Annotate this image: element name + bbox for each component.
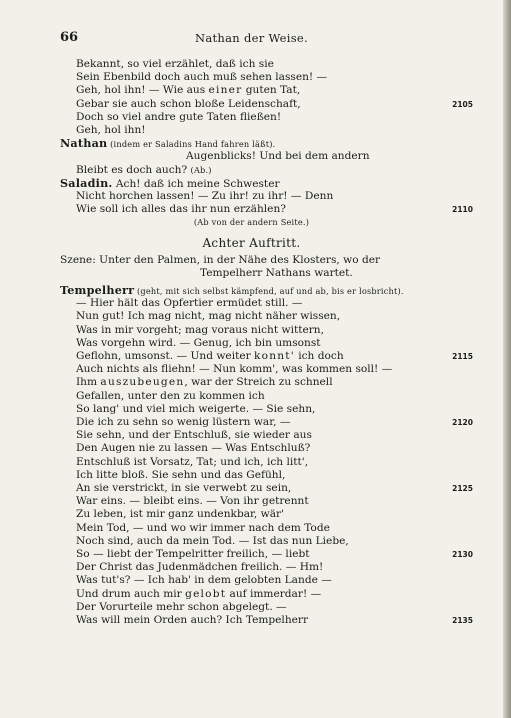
stage-direction: (Ab.)	[190, 165, 212, 175]
line-text: Tempelherr Nathans wartet.	[200, 267, 353, 279]
line-text: Szene: Unter den Palmen, in der Nähe des Klosters, wo der	[60, 254, 381, 266]
line-text: Bleibt es doch auch?	[76, 164, 191, 176]
line-text: Auch nichts als fliehn! — Nun komm', was kommen soll! —	[76, 363, 393, 375]
line-text: Der Vorurteile mehr schon abgelegt. —	[76, 601, 287, 613]
verse-line	[60, 137, 275, 150]
speaker-name: Nathan	[60, 136, 108, 150]
verse-line	[76, 203, 286, 216]
line-text: — Hier hält das Opfertier ermüdet still. —	[76, 297, 303, 309]
line-text: Sein Ebenbild doch auch muß sehen lassen! —	[76, 71, 328, 83]
verse-line	[76, 111, 281, 124]
line-text: Mein Tod, — und wo wir immer nach dem Tode	[76, 522, 330, 534]
verse-line	[186, 150, 370, 163]
line-text: Was will mein Orden auch? Ich Tempelherr	[76, 614, 309, 626]
stage-direction: (geht, mit sich selbst kämpfend, auf und ab, bis er losbricht).	[134, 286, 404, 296]
verse-line	[76, 522, 330, 535]
line-text: konnt'	[254, 350, 295, 362]
verse-line	[76, 403, 315, 416]
verse-line	[76, 508, 284, 521]
line-text: So lang' und viel mich weigerte. — Sie sehn,	[76, 403, 316, 415]
line-text: Gebar sie auch schon bloße Leidenschaft,	[76, 98, 301, 110]
line-number: 2125	[452, 484, 473, 493]
verse-line	[76, 442, 310, 455]
verse-line	[76, 495, 309, 508]
verse-line	[76, 71, 327, 84]
verse-line	[76, 98, 301, 111]
verse-line	[0, 216, 503, 229]
line-text: Ich litte bloß. Sie sehn und das Gefühl,	[76, 469, 286, 481]
page-number: 66	[60, 30, 79, 45]
line-text: Den Augen nie zu lassen — Was Entschluß?	[76, 442, 311, 454]
line-text: Der Christ das Judenmädchen freilich. — Hm!	[76, 561, 324, 573]
line-text: Die ich zu sehn so wenig lüstern war, —	[76, 416, 291, 428]
line-number: 2135	[452, 616, 473, 625]
verse-line	[76, 614, 308, 627]
verse-line	[76, 456, 308, 469]
verse-line	[76, 535, 349, 548]
line-text: einer	[208, 84, 243, 96]
verse-line	[76, 574, 332, 587]
verse-line	[76, 297, 302, 310]
line-text: Ach! daß ich meine Schwester	[112, 178, 280, 190]
verse-line	[76, 588, 321, 601]
running-title: Nathan der Weise.	[194, 31, 308, 45]
line-text: Wie soll ich alles das ihr nun erzählen?	[76, 203, 286, 215]
line-text: An sie verstrickt, in sie verwebt zu sein,	[76, 482, 292, 494]
verse-line	[76, 190, 333, 203]
verse-line	[76, 363, 392, 376]
verse-line	[60, 177, 280, 190]
verse-line	[76, 469, 285, 482]
line-text: So — liebt der Tempelritter freilich, — liebt	[76, 548, 310, 560]
verse-line	[76, 310, 340, 323]
line-number: 2105	[452, 100, 473, 109]
verse-line	[76, 350, 344, 363]
line-text: Ihm	[76, 376, 101, 388]
speaker-name: Saladin.	[60, 176, 113, 190]
verse-line	[76, 58, 274, 71]
line-text: Geflohn, umsonst. — Und weiter	[76, 350, 255, 362]
verse-line	[60, 284, 404, 297]
verse-line	[76, 416, 290, 429]
verse-line	[76, 376, 333, 389]
verse-line	[76, 337, 321, 350]
line-number: 2130	[452, 550, 473, 559]
line-text: Und drum auch mir	[76, 588, 186, 600]
line-text: guten Tat,	[242, 84, 301, 96]
page-header	[0, 30, 503, 46]
verse-line	[76, 601, 287, 614]
line-text: Nicht horchen lassen! — Zu ihr! zu ihr! — Denn	[76, 190, 334, 202]
line-text: Noch sind, auch da mein Tod. — Ist das nun Liebe,	[76, 535, 349, 547]
line-text: Sie sehn, und der Entschluß, sie wieder aus	[76, 429, 312, 441]
line-text: Was in mir vorgeht; mag voraus nicht wittern,	[76, 324, 324, 336]
line-text: Augenblicks! Und bei dem andern	[186, 150, 370, 162]
line-text: War eins. — bleibt eins. — Von ihr getrennt	[76, 495, 309, 507]
verse-line	[76, 482, 291, 495]
line-text: Was tut's? — Ich hab' in dem gelobten Lande —	[76, 574, 332, 586]
scene-title: Achter Auftritt.	[202, 236, 301, 250]
line-text: auf immerdar! —	[226, 588, 322, 600]
line-text: Entschluß ist Vorsatz, Tat; und ich, ich litt',	[76, 456, 309, 468]
line-text: ich doch	[294, 350, 344, 362]
line-number: 2110	[452, 205, 473, 214]
stage-direction: (Ab von der andern Seite.)	[193, 217, 310, 227]
speaker-name: Tempelherr	[60, 283, 135, 297]
line-text: gelobt	[185, 588, 227, 600]
verse-line	[60, 254, 380, 267]
stage-direction: (indem er Saladins Hand fahren läßt).	[107, 139, 276, 149]
verse-line	[76, 324, 324, 337]
verse-line	[76, 84, 300, 97]
line-text: Nun gut! Ich mag nicht, mag nicht näher wissen,	[76, 310, 341, 322]
verse-line	[200, 267, 353, 280]
line-text: Was vorgehn wird. — Genug, ich bin umsonst	[76, 337, 321, 349]
line-text: Bekannt, so viel erzählet, daß ich sie	[76, 58, 274, 70]
book-spine-edge	[503, 0, 511, 718]
line-text: Doch so viel andre gute Taten fließen!	[76, 111, 282, 123]
line-text: Geh, hol ihn! — Wie aus	[76, 84, 209, 96]
line-number: 2115	[452, 352, 473, 361]
line-text: Gefallen, unter den zu kommen ich	[76, 390, 265, 402]
verse-line	[76, 548, 310, 561]
line-text: Geh, hol ihn!	[76, 124, 146, 136]
line-text: , war der Streich zu schnell	[184, 376, 333, 388]
line-text: auszubeugen	[100, 376, 185, 388]
line-text: Zu leben, ist mir ganz undenkbar, wär'	[76, 508, 285, 520]
line-number: 2120	[452, 418, 473, 427]
verse-line	[76, 390, 265, 403]
verse-line	[76, 561, 323, 574]
verse-line	[76, 429, 312, 442]
